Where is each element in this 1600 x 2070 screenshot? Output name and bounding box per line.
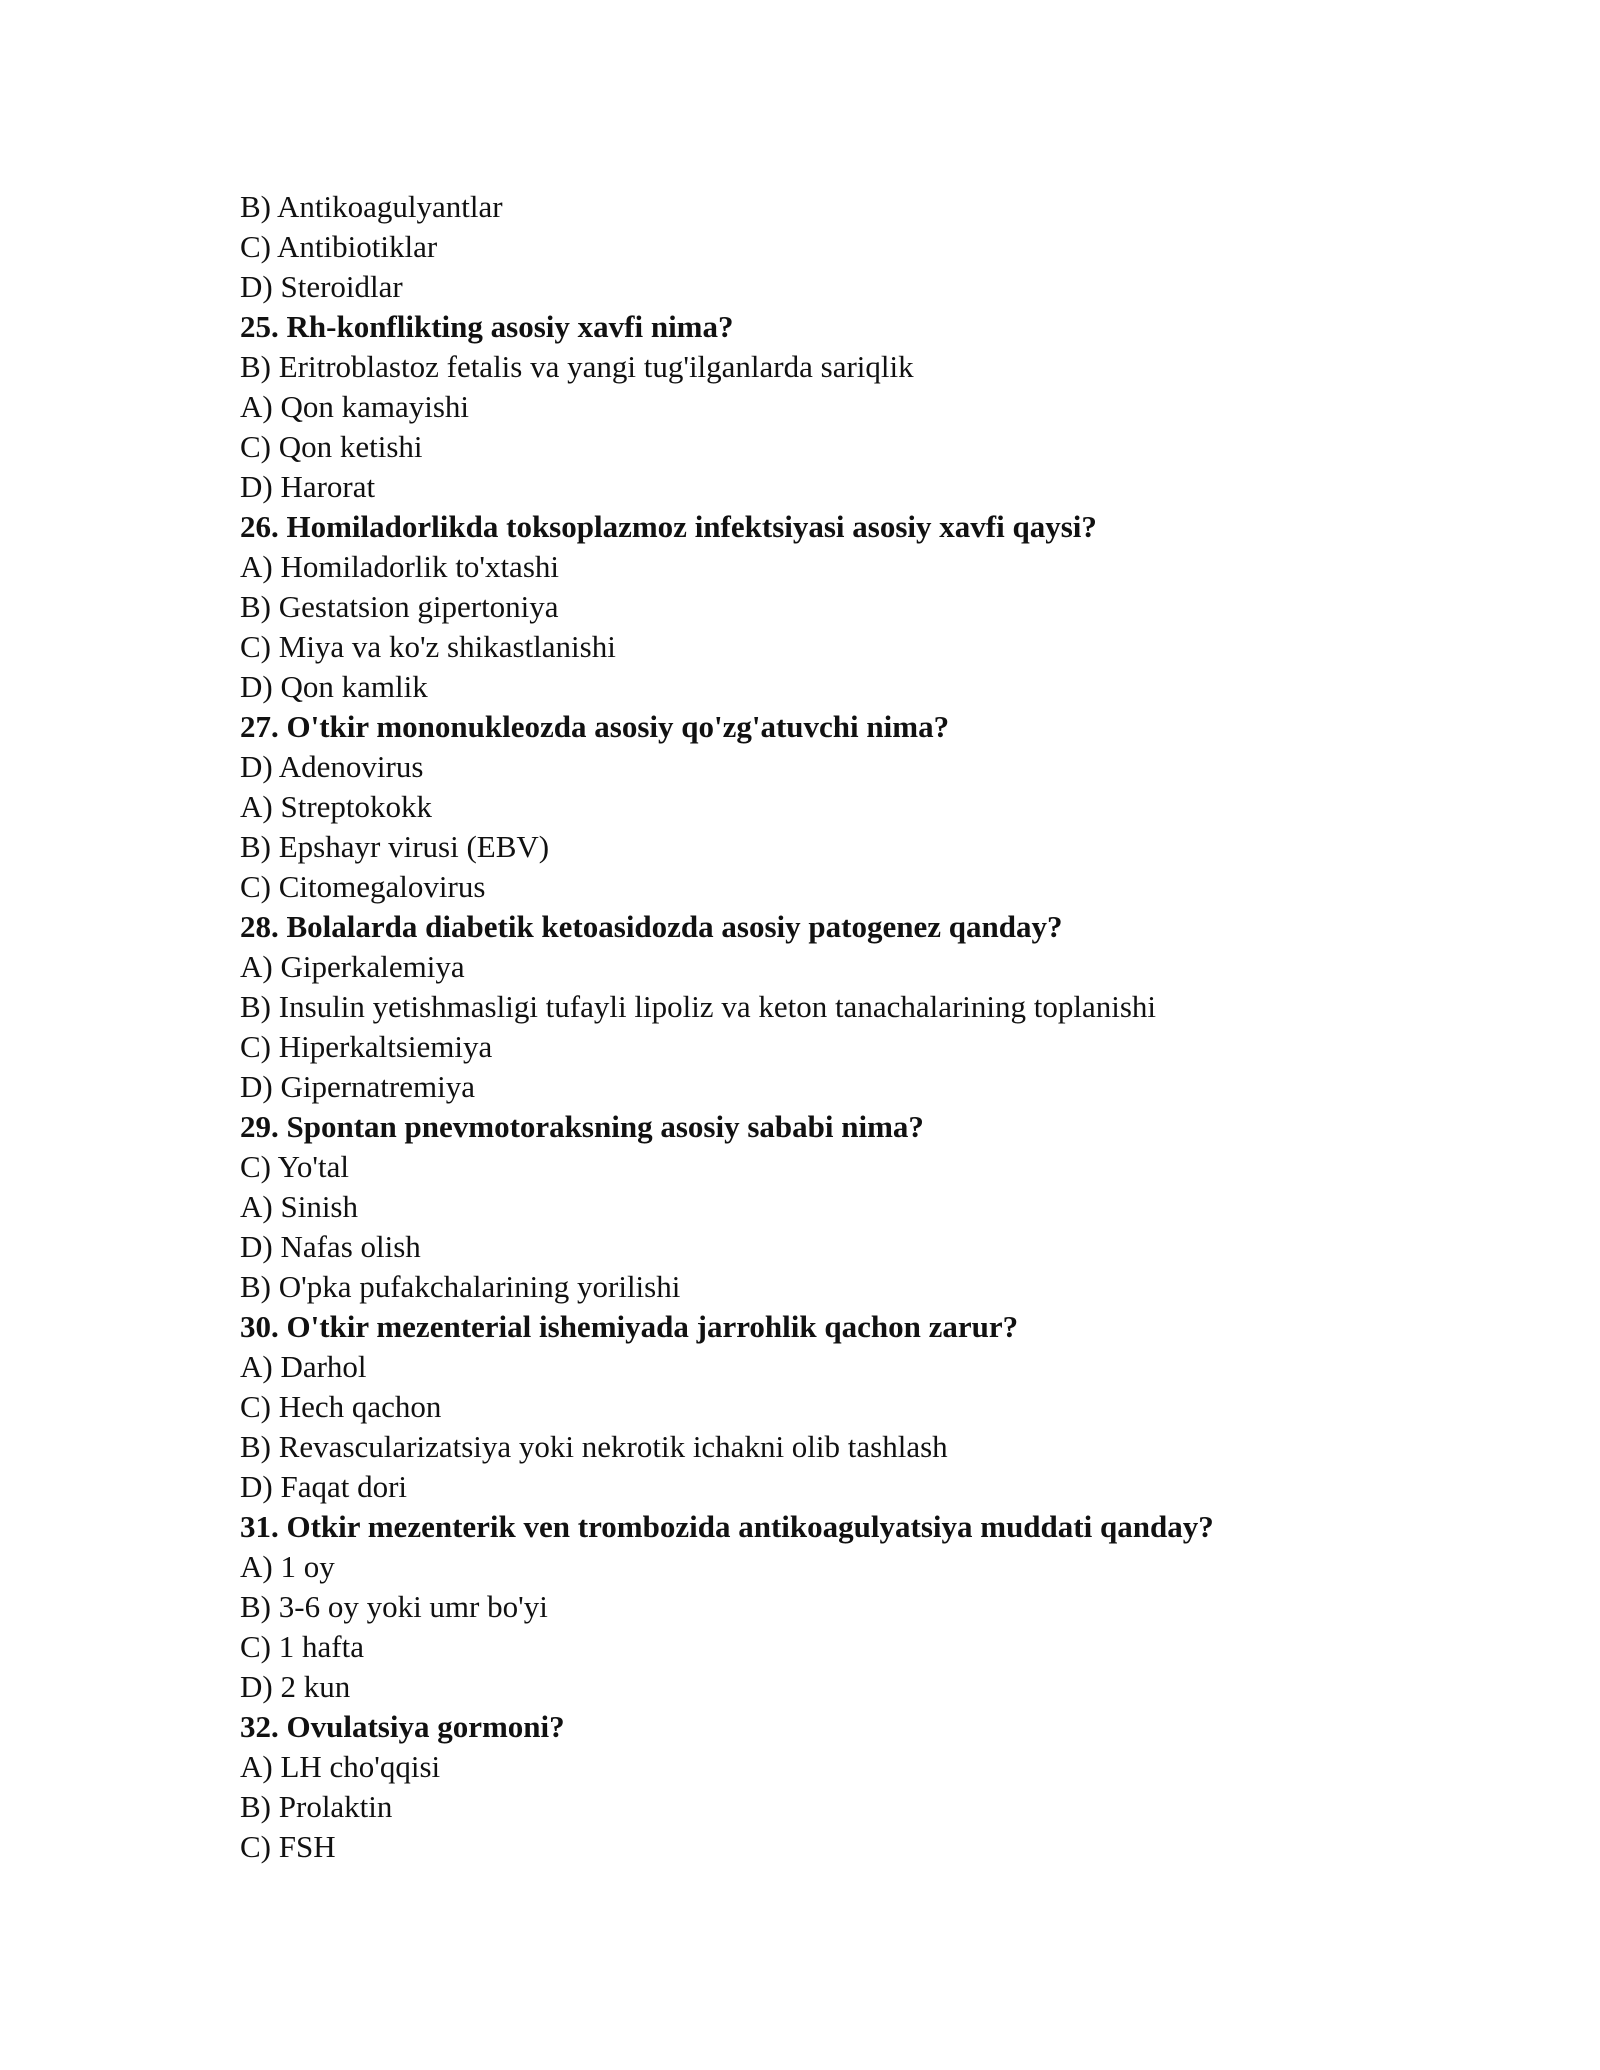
option-line: B) Prolaktin — [240, 1789, 393, 1824]
question-25: 25. Rh-konflikting asosiy xavfi nima? — [240, 309, 734, 344]
option-line: B) Eritroblastoz fetalis va yangi tug'ilganlarda sariqlik — [240, 349, 914, 384]
option-line: B) Antikoagulyantlar — [240, 189, 503, 224]
question-31: 31. Otkir mezenterik ven trombozida antikoagulyatsiya muddati qanday? — [240, 1509, 1214, 1544]
option-line: C) Hiperkaltsiemiya — [240, 1029, 493, 1064]
option-line: A) Sinish — [240, 1189, 358, 1224]
quiz-content — [240, 187, 1540, 1867]
question-30: 30. O'tkir mezenterial ishemiyada jarrohlik qachon zarur? — [240, 1309, 1019, 1344]
option-line: C) Hech qachon — [240, 1389, 442, 1424]
question-29: 29. Spontan pnevmotoraksning asosiy sababi nima? — [240, 1109, 924, 1144]
option-line: D) Gipernatremiya — [240, 1069, 475, 1104]
option-line: A) Giperkalemiya — [240, 949, 465, 984]
option-line: D) Qon kamlik — [240, 669, 428, 704]
option-line: A) Streptokokk — [240, 789, 433, 824]
question-27: 27. O'tkir mononukleozda asosiy qo'zg'atuvchi nima? — [240, 709, 950, 744]
option-line: B) 3-6 oy yoki umr bo'yi — [240, 1589, 548, 1624]
option-line: B) Epshayr virusi (EBV) — [240, 829, 550, 864]
option-line: C) FSH — [240, 1829, 336, 1864]
option-line: D) Steroidlar — [240, 269, 403, 304]
option-line: C) Miya va ko'z shikastlanishi — [240, 629, 616, 664]
option-line: D) Adenovirus — [240, 749, 424, 784]
option-line: C) Qon ketishi — [240, 429, 423, 464]
option-line: B) Gestatsion gipertoniya — [240, 589, 559, 624]
option-line: C) Antibiotiklar — [240, 229, 438, 264]
option-line: D) Faqat dori — [240, 1469, 408, 1504]
option-line: B) Insulin yetishmasligi tufayli lipoliz va keton tanachalarining toplanishi — [240, 989, 1157, 1024]
option-line: B) O'pka pufakchalarining yorilishi — [240, 1269, 681, 1304]
option-line: A) Qon kamayishi — [240, 389, 470, 424]
option-line: C) Yo'tal — [240, 1149, 349, 1184]
option-line: A) 1 oy — [240, 1549, 335, 1584]
option-line: D) Harorat — [240, 469, 376, 504]
option-line: C) Citomegalovirus — [240, 869, 486, 904]
option-line: C) 1 hafta — [240, 1629, 364, 1664]
option-line: A) Darhol — [240, 1349, 367, 1384]
option-line: D) 2 kun — [240, 1669, 351, 1704]
question-26: 26. Homiladorlikda toksoplazmoz infektsiyasi asosiy xavfi qaysi? — [240, 509, 1097, 544]
option-line: A) Homiladorlik to'xtashi — [240, 549, 559, 584]
question-28: 28. Bolalarda diabetik ketoasidozda asosiy patogenez qanday? — [240, 909, 1063, 944]
option-line: D) Nafas olish — [240, 1229, 421, 1264]
option-line: B) Revascularizatsiya yoki nekrotik ichakni olib tashlash — [240, 1429, 948, 1464]
option-line: A) LH cho'qqisi — [240, 1749, 441, 1784]
question-32: 32. Ovulatsiya gormoni? — [240, 1709, 565, 1744]
